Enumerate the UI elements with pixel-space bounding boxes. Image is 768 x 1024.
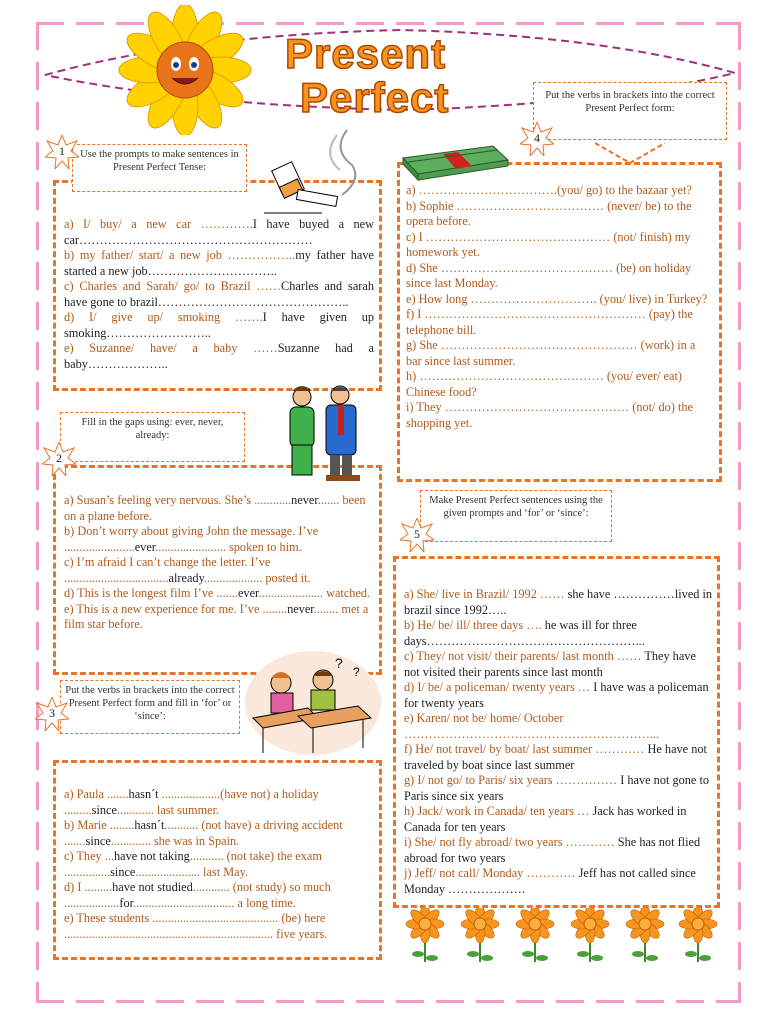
- flower-row: [400, 908, 725, 963]
- exercise-5-list: [404, 587, 714, 897]
- exercise-number: 3: [49, 706, 55, 720]
- list-item: c) They/ not visit/ their parents/ last month …… They have not visited their parents since last month: [404, 649, 696, 679]
- exercise-5-box: [393, 556, 720, 908]
- list-item: e) How long …………………………. (you/ live) in Turkey?: [406, 291, 708, 306]
- list-item: e) Karen/ not be/ home/ October ……………………………………………………...: [404, 711, 660, 741]
- exercise-5-instruction: Make Present Perfect sentences using the given prompts and ‘for’ or ‘since’:: [420, 490, 612, 542]
- list-item: b) Marie ........hasn´t........... (not have) a driving accident .......since............. she was in Spain.: [64, 818, 343, 848]
- list-item: g) She ………………………………………… (work) in a bar since last summer.: [406, 338, 696, 368]
- exercise-1-instruction: Use the prompts to make sentences in Present Perfect Tense:: [72, 144, 247, 192]
- list-item: b) my father/ start/ a new job ……………..my father have started a new job…………………………..: [64, 248, 374, 278]
- border-right: [738, 22, 741, 1002]
- exercise-number: 5: [414, 527, 420, 541]
- list-item: a) Susan’s feeling very nervous. She’s ............never....... been on a plane before.: [64, 493, 366, 523]
- list-item: d) I/ give up/ smoking …….I have given up smoking……………………..: [64, 310, 374, 340]
- title-line1: Present: [285, 30, 447, 77]
- list-item: e) Suzanne/ have/ a baby ……Suzanne had a baby………………..: [64, 341, 374, 371]
- flower-icon: [679, 908, 717, 962]
- list-item: b) Don’t worry about giving John the message. I’ve .......................ever....................... spoken to him.: [64, 524, 319, 554]
- exercise-4-box: [397, 162, 722, 482]
- flower-icon: [406, 908, 444, 962]
- list-item: h) ……………………………………… (you/ ever/ eat) Chinese food?: [406, 369, 682, 399]
- list-item: g) I/ not go/ to Paris/ six years …………… I have not gone to Paris since six years: [404, 773, 710, 803]
- list-item: j) Jeff/ not call/ Monday ………… Jeff has not called since Monday ……………….: [404, 866, 696, 896]
- list-item: d) This is the longest film I’ve .......ever..................... watched.: [64, 586, 371, 600]
- exercise-2-number-badge: [42, 442, 76, 476]
- list-item: e) These students ......................................... (be) here .................................................................... five years.: [64, 911, 328, 941]
- flower-icon: [516, 908, 554, 962]
- exercise-1-list: [64, 217, 374, 372]
- border-left: [36, 22, 39, 1002]
- students-at-desks-icon: [243, 648, 383, 758]
- broken-cigarette-icon: [262, 125, 372, 215]
- exercise-3-instruction: Put the verbs in brackets into the correct Present Perfect form and fill in ‘for’ or ‘since’:: [60, 680, 240, 734]
- exercise-1-number-badge: [45, 135, 79, 169]
- exercise-2-list: [64, 493, 374, 633]
- list-item: a) …………………………….(you/ go) to the bazaar yet?: [406, 183, 692, 197]
- list-item: c) I ……………………………………… (not/ finish) my homework yet.: [406, 229, 691, 259]
- svg-text:?: ?: [353, 665, 360, 679]
- list-item: a) She/ live in Brazil/ 1992 …… she have ……………lived in brazil since 1992…..: [404, 587, 713, 617]
- list-item: h) Jack/ work in Canada/ ten years … Jack has worked in Canada for ten years: [404, 804, 687, 834]
- exercise-2-instruction: Fill in the gaps using: ever, never, already:: [60, 412, 245, 462]
- exercise-4-list: [406, 183, 714, 431]
- exercise-3-number-badge: [35, 697, 69, 731]
- exercise-number: 2: [56, 451, 62, 465]
- exercise-number: 4: [534, 131, 540, 145]
- list-item: i) She/ not fly abroad/ two years ………… She has not flied abroad for two years: [404, 835, 701, 865]
- exercise-3-box: [53, 760, 382, 960]
- svg-text:?: ?: [335, 655, 343, 671]
- list-item: a) Paula .......hasn´t ...................(have not) a holiday .........since............ last summer.: [64, 787, 319, 817]
- exercise-3-list: [64, 787, 374, 942]
- list-item: c) I’m afraid I can’t change the letter. I’ve ..................................already................... posted it.: [64, 555, 311, 585]
- border-bottom: [36, 1000, 741, 1003]
- exercise-4-number-badge: [520, 122, 554, 156]
- list-item: e) This is a new experience for me. I’ve ........never........ met a film star before.: [64, 601, 369, 631]
- list-item: f) He/ not travel/ by boat/ last summer ………… He have not traveled by boat since last summer: [404, 742, 707, 772]
- sunflower-icon: [118, 5, 253, 135]
- people-talking-icon: [282, 383, 370, 483]
- list-item: c) Charles and Sarah/ go/ to Brazil ……Charles and sarah have gone to brazil………………………………………..: [64, 279, 374, 309]
- flower-icon: [461, 908, 499, 962]
- arrow-down-icon: [595, 138, 665, 166]
- exercise-4-instruction: Put the verbs in brackets into the correct Present Perfect form:: [533, 82, 727, 140]
- exercise-number: 1: [59, 144, 65, 158]
- money-stack-icon: [398, 138, 510, 182]
- list-item: d) I .........have not studied............ (not study) so much ..................for................................. a long time.: [64, 880, 331, 910]
- flower-icon: [626, 908, 664, 962]
- list-item: i) They ……………………………………… (not/ do) the shopping yet.: [406, 400, 694, 430]
- list-item: d) She …………………………………… (be) on holiday since last Monday.: [406, 260, 692, 290]
- list-item: c) They ...have not taking........... (not take) the exam ...............since..................... last May.: [64, 849, 322, 879]
- title-line2: Perfect: [300, 74, 450, 121]
- exercise-5-number-badge: [400, 518, 434, 552]
- list-item: f) I ……………………………………………… (pay) the telephone bill.: [406, 307, 693, 337]
- list-item: b) He/ be/ ill/ three days …. he was ill for three days……………………………………………...: [404, 618, 645, 648]
- flower-icon: [571, 908, 609, 962]
- list-item: b) Sophie ……………………………… (never/ be) to the opera before.: [406, 198, 692, 228]
- list-item: a) I/ buy/ a new car ………….I have buyed a new car…………………………………………………: [64, 217, 374, 247]
- list-item: d) I/ be/ a policeman/ twenty years … I have was a policeman for twenty years: [404, 680, 709, 710]
- exercise-2-box: [53, 465, 382, 675]
